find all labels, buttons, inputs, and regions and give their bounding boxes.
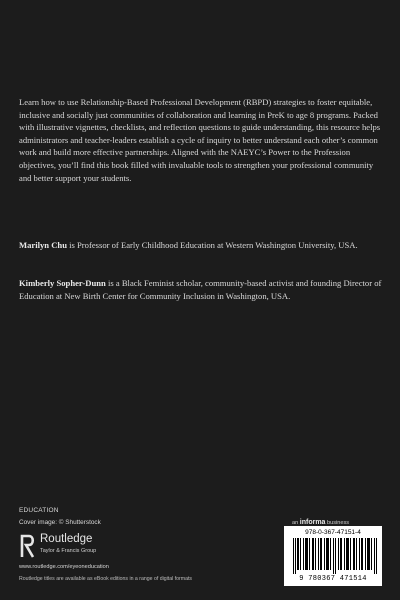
cover-credit: Cover image: © Shutterstock bbox=[19, 519, 101, 526]
author-name: Kimberly Sopher-Dunn bbox=[19, 278, 106, 288]
informa-suffix: business bbox=[325, 520, 350, 526]
author-bio-sopher-dunn bbox=[19, 277, 383, 302]
publisher-logo-block bbox=[19, 531, 129, 563]
book-description: Learn how to use Relationship-Based Professional Development (RBPD) strategies to foster equitable, inclusive and socially just communities of collaboration and learning in PreK to age 8 programs. Packed with illustrative vignettes, checklists, and reflection questions to guide understanding, this resource helps administrators and teacher-leaders establish a cycle of inquiry to better understand each other’s common work and build more effective partnerships. Aligned with the NAEYC’s Power to the Profession objectives, you’ll find this book filled with invaluable tools to strengthen your professional community and better support your students. bbox=[19, 97, 381, 183]
isbn-barcode bbox=[284, 526, 382, 586]
informa-prefix: an bbox=[292, 520, 300, 526]
subject-category: EDUCATION bbox=[19, 507, 59, 514]
informa-brand: informa bbox=[299, 519, 326, 526]
author-bio-text: is Professor of Early Childhood Education at Western Washington University, USA. bbox=[67, 240, 358, 250]
author-bio-text: is a Black Feminist scholar, community-based activist and founding Director of Education at New Birth Center for Community Inclusion in Washington, USA. bbox=[19, 278, 382, 301]
publisher-name: Routledge bbox=[40, 533, 93, 545]
publisher-group: Taylor & Francis Group bbox=[40, 548, 97, 554]
barcode-bars bbox=[293, 538, 379, 574]
isbn-digits: 9 780367 471514 bbox=[299, 575, 367, 583]
informa-tagline bbox=[292, 519, 349, 526]
publisher-url: www.routledge.com/eyeoneducation bbox=[19, 564, 109, 570]
isbn-label: 978-0-367-47151-4 bbox=[305, 529, 361, 536]
ebook-note: Routledge titles are available as eBook editions in a range of digital formats bbox=[19, 576, 193, 582]
author-bio-chu bbox=[19, 239, 383, 252]
routledge-logo-icon bbox=[19, 533, 37, 559]
author-name: Marilyn Chu bbox=[19, 240, 67, 250]
